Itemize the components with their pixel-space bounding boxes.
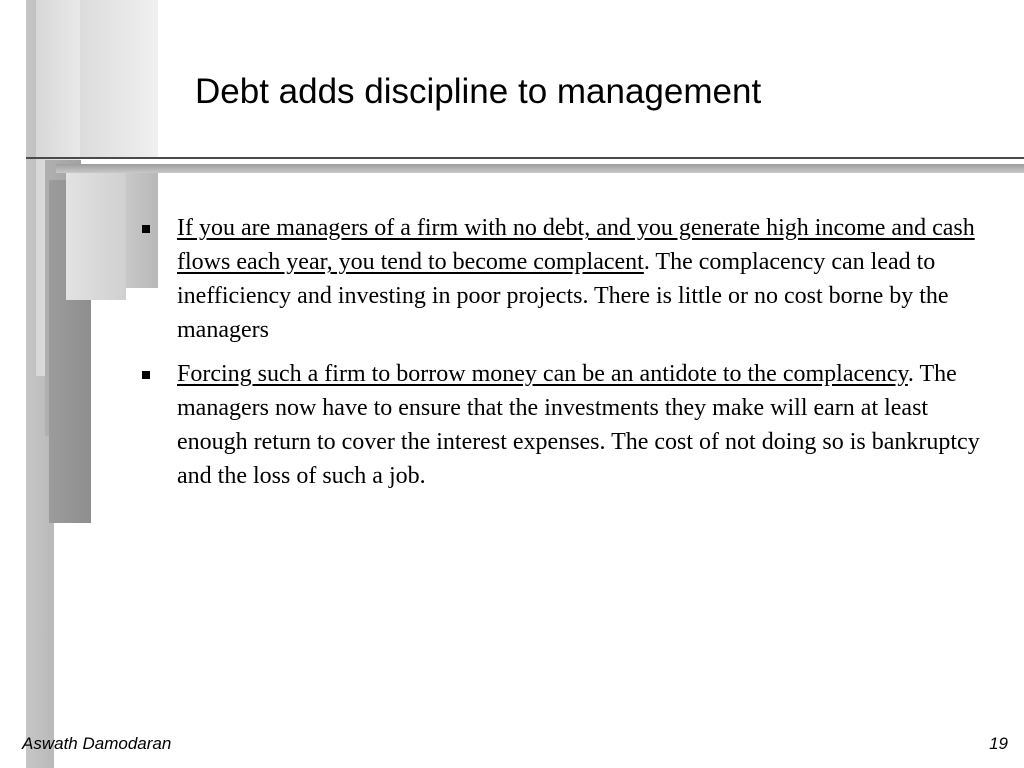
bullet-text: . The managers now have to ensure that the investments they make will earn at least enough return to cover the interest expenses. The cost of not doing so is bankruptcy and the loss of such a job. xyxy=(177,361,980,489)
square-bullet-icon xyxy=(142,371,150,379)
footer-author: Aswath Damodaran xyxy=(22,734,172,753)
page-number: 19 xyxy=(989,734,1008,753)
bullet-text: . The complacency can lead to inefficiency and investing in poor projects. There is little or no cost borne by the managers xyxy=(177,249,949,343)
title-divider xyxy=(26,157,1024,159)
decorative-bar xyxy=(80,0,158,158)
bullet-list xyxy=(136,211,996,503)
title-divider-shadow xyxy=(56,164,1024,173)
decorative-bar xyxy=(66,172,126,300)
bullet-item xyxy=(136,357,996,493)
slide-title: Debt adds discipline to management xyxy=(195,72,762,111)
bullet-underlined-text: If you are managers of a firm with no debt, and you generate high income and cash flows each year, you tend to become complacent xyxy=(177,215,975,275)
bullet-item xyxy=(136,211,996,347)
square-bullet-icon xyxy=(142,225,150,233)
bullet-underlined-text: Forcing such a firm to borrow money can be an antidote to the complacency xyxy=(177,361,908,387)
